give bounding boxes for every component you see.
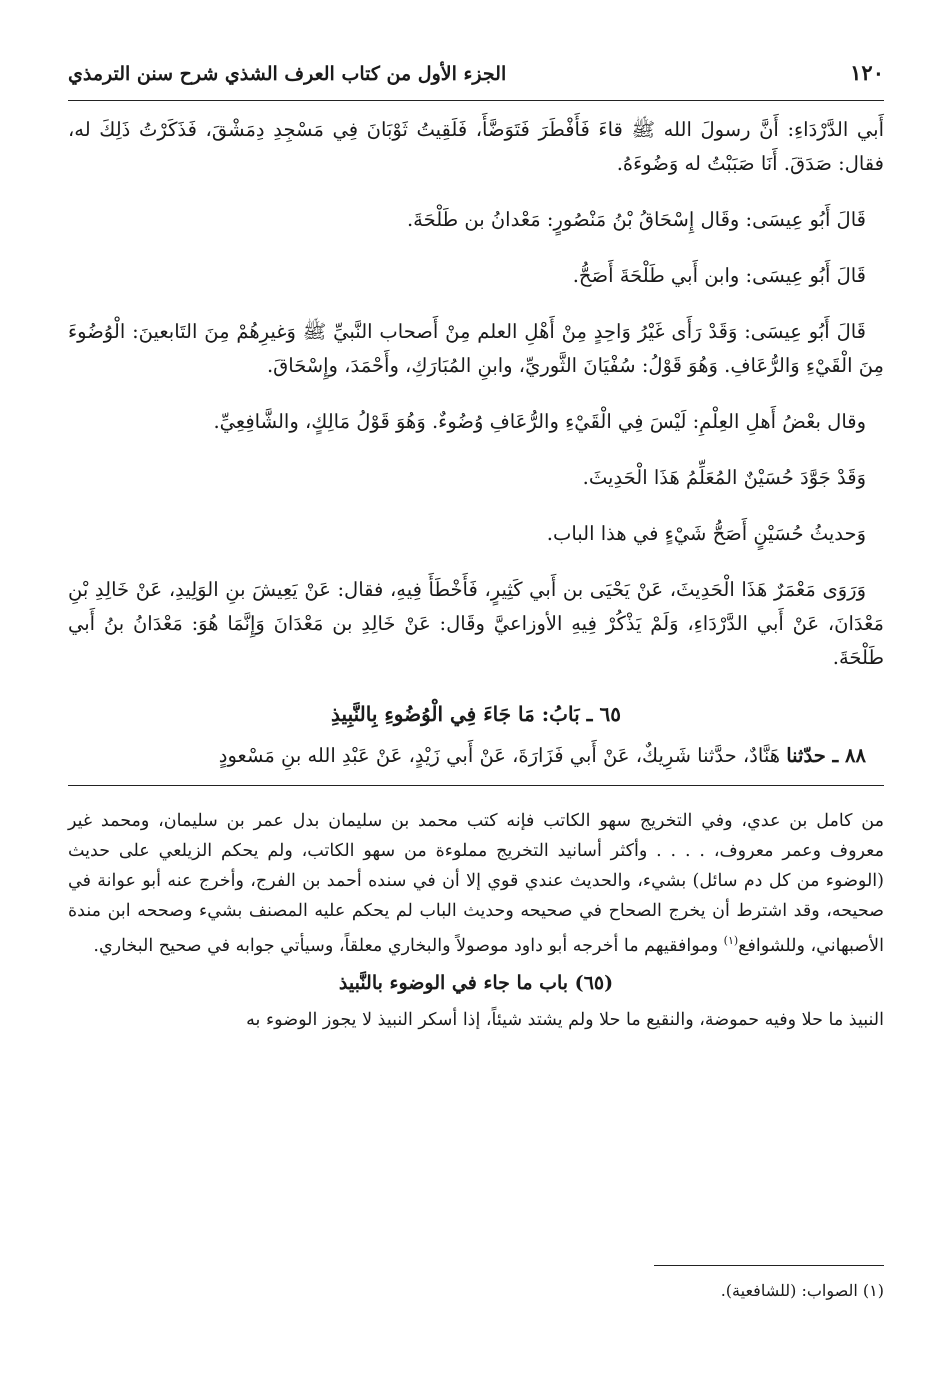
- commentary-paragraph-1: [68, 806, 884, 961]
- footnote-marker: (١): [723, 934, 739, 947]
- hadith-line: [68, 739, 884, 773]
- book-page: [68, 58, 884, 1035]
- paragraph-5: وقال بعْضُ أَهلِ العِلْمِ: لَيْسَ فِي الْقَيْءِ والرُّعَافِ وُضُوءٌ. وَهُوَ قَوْلُ مَالِكٍ، والشَّافِعِيِّ.: [213, 410, 866, 433]
- hadith-number: ٨٨ ـ حدّثنا: [786, 744, 866, 767]
- paragraph-1: أَبي الدَّرْدَاءِ: أَنَّ رسولَ الله ﷺ قاءَ فَأَفْطَرَ فَتَوَضَّأَ، فَلَقِيتُ ثَوْبَانَ فِي مَسْجِدِ دِمَشْقَ، فَذَكَرْتُ ذَلِكَ له، فقال: صَدَقَ. أَنَا صَبَبْتُ له وَضُوءَهُ.: [68, 118, 884, 175]
- footnote: (١) الصواب: (للشافعية).: [720, 1281, 884, 1300]
- commentary-paragraph-2: النبيذ ما حلا وفيه حموضة، والنقيع ما حلا ولم يشتد شيئاً، إذا أسكر النبيذ لا يجوز الوضوء به: [246, 1009, 884, 1030]
- commentary-text-b: وموافقيهم ما أخرجه أبو داود موصولاً والبخاري معلقاً، وسيأتي جوابه في صحيح البخاري.: [93, 935, 724, 956]
- paragraph-2: قَالَ أَبُو عِيسَى: وقَال إِسْحَاقُ بْنُ مَنْصُورٍ: مَعْدانُ بن طَلْحَةَ.: [406, 208, 866, 231]
- paragraph-7: وَحديثُ حُسَيْنٍ أَصَحُّ شَيْءٍ في هذا الباب.: [546, 522, 866, 545]
- commentary-text-a: من كامل بن عدي، وفي التخريج سهو الكاتب فإنه كتب محمد بن سليمان بدل عمر بن سليمان، ومحمد غير معروف وعمر معروف، . . . . وأكثر أسانيد التخريج مملوءة من سهو الكاتب، ولم يحكم الزيلعي على حديث (الوضوء من كل دم سائل) بشيء، والحديث عندي قوي إلا أن في سنده أحمد بن الفرج، وأخرج عنه أبو عوانة في صحيحه، وقد اشترط أن يخرج الصحاح في صحيحه وحديث الباب لم يحكم عليه المصنف بشيء وصححه ابن مندة الأصبهاني، وللشوافع: [68, 811, 884, 956]
- commentary-subheading: (٦٥) باب ما جاء في الوضوء بالنَّبيذ: [338, 971, 614, 994]
- paragraph-3: قَالَ أَبُو عِيسَى: وابن أَبي طَلْحَةَ أَصَحُّ.: [572, 264, 866, 287]
- paragraph-8: وَرَوَى مَعْمَرٌ هَذَا الْحَدِيثَ، عَنْ يَحْيَى بن أَبي كَثِيرٍ، فَأَخْطَأَ فِيهِ، فقال: عَنْ يَعِيشَ بنِ الوَلِيدِ، عَنْ خَالِدِ بْنِ مَعْدَانَ، عَنْ أَبي الدَّرْدَاءِ، وَلَمْ يَذْكُرْ فِيهِ الأوزاعيَّ وقَال: عَنْ خَالِدِ بن مَعْدَانَ وَإِنَّمَا هُوَ: مَعْدَانُ بنُ أَبي طَلْحَةَ.: [68, 578, 884, 669]
- paragraph-6: وَقَدْ جَوَّدَ حُسَيْنٌ المُعَلِّمُ هَذَا الْحَدِيثَ.: [582, 466, 866, 489]
- paragraph-4: قَالَ أَبُو عِيسَى: وَقَدْ رَأَى غَيْرُ وَاحِدٍ مِنْ أَهْلِ العلم مِنْ أَصحاب النَّبيِّ ﷺ وَغيرِهُمْ مِنَ التَابعينَ: الْوُضُوءَ مِنَ الْقَيْءِ وَالرُّعَافِ. وَهُوَ قَوْلُ: سُفْيَانَ الثَّوريِّ، وابنِ المُبَارَكِ، وأَحْمَدَ، وإِسْحَاقَ.: [68, 320, 884, 377]
- page-number: ١٢٠: [850, 60, 884, 85]
- chapter-heading: ٦٥ ـ بَابُ: مَا جَاءَ فِي الْوُضُوءِ بِالنَّبِيذِ: [331, 702, 621, 726]
- page-header: [68, 58, 884, 101]
- running-title: الجزء الأول من كتاب العرف الشذي شرح سنن الترمذي: [68, 63, 507, 85]
- main-text: [68, 113, 884, 773]
- commentary: [68, 806, 884, 1035]
- footnote-divider: [654, 1265, 884, 1266]
- main-divider: [68, 785, 884, 786]
- hadith-isnad: هَنَّادٌ، حدَّثنا شَرِيكٌ، عَنْ أَبي فَزَارَةَ، عَنْ أَبي زَيْدٍ، عَنْ عَبْدِ الله بنِ مَسْعودٍ: [218, 744, 787, 767]
